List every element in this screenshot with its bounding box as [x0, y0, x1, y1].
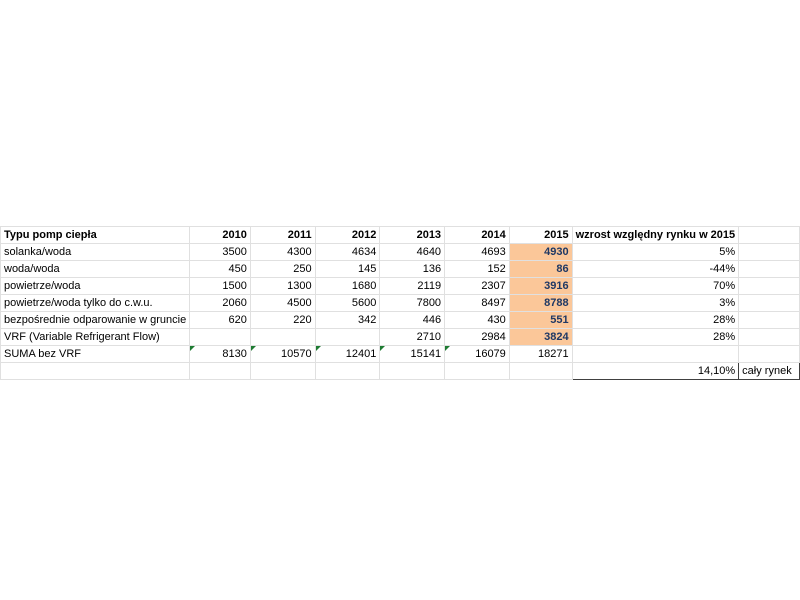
row-label-cell[interactable]: woda/woda: [1, 261, 190, 278]
empty-cell[interactable]: [315, 363, 380, 380]
data-cell[interactable]: 446: [380, 312, 445, 329]
total-value: 15141: [410, 347, 442, 360]
empty-cell[interactable]: [380, 363, 445, 380]
highlighted-cell-2015[interactable]: 8788: [509, 295, 572, 312]
empty-cell[interactable]: [1, 363, 190, 380]
data-cell[interactable]: 450: [190, 261, 251, 278]
empty-cell[interactable]: [739, 227, 800, 244]
total-cell[interactable]: 18271: [509, 346, 572, 363]
data-cell[interactable]: 8497: [445, 295, 510, 312]
table-row: [1, 329, 800, 346]
data-cell[interactable]: 342: [315, 312, 380, 329]
total-value: 12401: [345, 347, 377, 360]
total-cell[interactable]: [380, 346, 445, 363]
summary-row: [1, 363, 800, 380]
data-cell[interactable]: 7800: [380, 295, 445, 312]
total-cell[interactable]: [250, 346, 315, 363]
header-row: [1, 227, 800, 244]
empty-cell[interactable]: [739, 312, 800, 329]
growth-cell[interactable]: 28%: [572, 329, 739, 346]
data-cell[interactable]: 430: [445, 312, 510, 329]
data-cell[interactable]: 2307: [445, 278, 510, 295]
header-cell-2015[interactable]: 2015: [509, 227, 572, 244]
data-cell[interactable]: 1300: [250, 278, 315, 295]
data-cell[interactable]: 2984: [445, 329, 510, 346]
header-cell-2012[interactable]: 2012: [315, 227, 380, 244]
data-cell[interactable]: [190, 329, 251, 346]
data-cell[interactable]: 4300: [250, 244, 315, 261]
data-cell[interactable]: 2060: [190, 295, 251, 312]
empty-cell[interactable]: [739, 261, 800, 278]
highlighted-cell-2015[interactable]: 551: [509, 312, 572, 329]
error-indicator-icon: [316, 346, 321, 351]
empty-cell[interactable]: [572, 346, 739, 363]
market-growth-value[interactable]: 14,10%: [572, 363, 739, 380]
data-cell[interactable]: [250, 329, 315, 346]
data-cell[interactable]: 1680: [315, 278, 380, 295]
highlighted-cell-2015[interactable]: 3824: [509, 329, 572, 346]
highlighted-cell-2015[interactable]: 4930: [509, 244, 572, 261]
data-cell[interactable]: 4640: [380, 244, 445, 261]
growth-cell[interactable]: 3%: [572, 295, 739, 312]
empty-cell[interactable]: [739, 278, 800, 295]
data-cell[interactable]: 5600: [315, 295, 380, 312]
header-cell-2011[interactable]: 2011: [250, 227, 315, 244]
empty-cell[interactable]: [739, 244, 800, 261]
table-row: [1, 312, 800, 329]
empty-cell[interactable]: [250, 363, 315, 380]
row-label-cell[interactable]: powietrze/woda: [1, 278, 190, 295]
row-label-cell[interactable]: solanka/woda: [1, 244, 190, 261]
data-cell[interactable]: 152: [445, 261, 510, 278]
highlighted-cell-2015[interactable]: 86: [509, 261, 572, 278]
empty-cell[interactable]: [445, 363, 510, 380]
total-value: 16079: [475, 347, 506, 360]
error-indicator-icon: [445, 346, 450, 351]
header-cell-2014[interactable]: 2014: [445, 227, 510, 244]
total-row: [1, 346, 800, 363]
total-cell[interactable]: [190, 346, 251, 363]
header-cell-type[interactable]: Typu pomp ciepła: [1, 227, 190, 244]
error-indicator-icon: [190, 346, 195, 351]
error-indicator-icon: [251, 346, 256, 351]
row-label-cell[interactable]: SUMA bez VRF: [1, 346, 190, 363]
data-cell[interactable]: 3500: [190, 244, 251, 261]
data-cell[interactable]: 4500: [250, 295, 315, 312]
total-cell[interactable]: [315, 346, 380, 363]
row-label-cell[interactable]: powietrze/woda tylko do c.w.u.: [1, 295, 190, 312]
error-indicator-icon: [380, 346, 385, 351]
table-row: [1, 278, 800, 295]
empty-cell[interactable]: [739, 295, 800, 312]
data-cell[interactable]: 2710: [380, 329, 445, 346]
empty-cell[interactable]: [739, 346, 800, 363]
data-cell[interactable]: 220: [250, 312, 315, 329]
data-cell[interactable]: 1500: [190, 278, 251, 295]
data-cell[interactable]: [315, 329, 380, 346]
highlighted-cell-2015[interactable]: 3916: [509, 278, 572, 295]
total-value: 8130: [222, 347, 247, 360]
growth-cell[interactable]: 28%: [572, 312, 739, 329]
table-row: [1, 295, 800, 312]
header-cell-2010[interactable]: 2010: [190, 227, 251, 244]
market-growth-label[interactable]: cały rynek: [739, 363, 800, 380]
data-cell[interactable]: 4634: [315, 244, 380, 261]
empty-cell[interactable]: [509, 363, 572, 380]
growth-cell[interactable]: 70%: [572, 278, 739, 295]
data-cell[interactable]: 136: [380, 261, 445, 278]
data-cell[interactable]: 4693: [445, 244, 510, 261]
table-row: [1, 244, 800, 261]
data-cell[interactable]: 145: [315, 261, 380, 278]
header-cell-growth[interactable]: wzrost względny rynku w 2015: [572, 227, 739, 244]
data-cell[interactable]: 620: [190, 312, 251, 329]
header-cell-2013[interactable]: 2013: [380, 227, 445, 244]
row-label-cell[interactable]: VRF (Variable Refrigerant Flow): [1, 329, 190, 346]
empty-cell[interactable]: [190, 363, 251, 380]
growth-cell[interactable]: 5%: [572, 244, 739, 261]
row-label-cell[interactable]: bezpośrednie odparowanie w gruncie: [1, 312, 190, 329]
growth-cell[interactable]: -44%: [572, 261, 739, 278]
empty-cell[interactable]: [739, 329, 800, 346]
data-cell[interactable]: 2119: [380, 278, 445, 295]
total-value: 10570: [281, 347, 312, 360]
data-cell[interactable]: 250: [250, 261, 315, 278]
spreadsheet-table: [0, 226, 800, 380]
total-cell[interactable]: [445, 346, 510, 363]
table-row: [1, 261, 800, 278]
